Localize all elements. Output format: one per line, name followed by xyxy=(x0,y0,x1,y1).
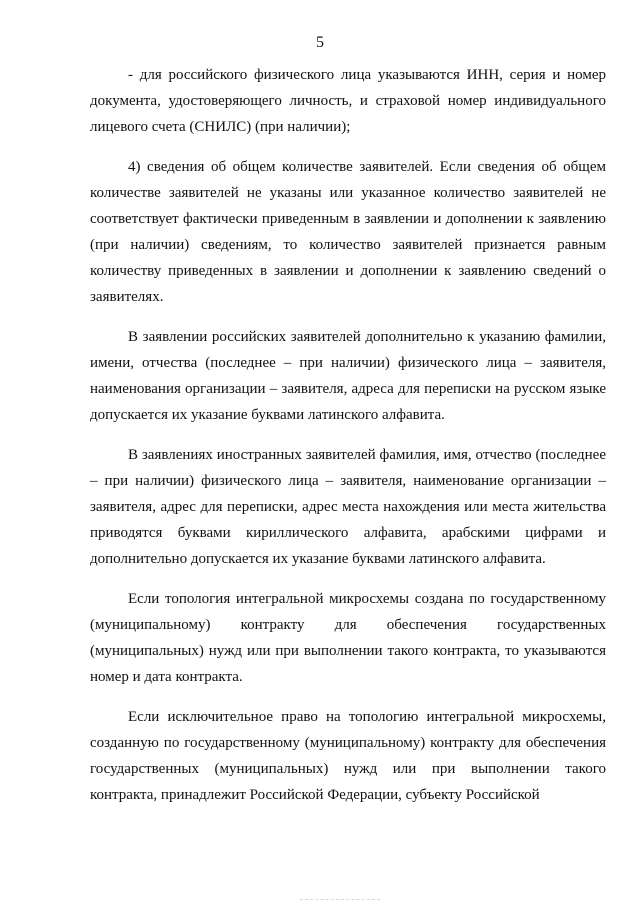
paragraph-exclusive-right: Если исключительное право на топологию интегральной микросхемы, созданную по государственному (муниципальному) контракту для обеспечения государственных (муниципальных) нужд или при выполнении такого контракта, принадлежит Российской Федерации, субъекту Российской xyxy=(90,709,606,803)
paragraph-applicant-count: 4) сведения об общем количестве заявителей. Если сведения об общем количестве заявителей не указаны или указанное количество заявителей не соответствует фактически приведенным в заявлении и дополнении к заявлению (при наличии) сведениям, то количество заявителей признается равным количеству приведенных в заявлении и дополнении к заявлению сведений о заявителях. xyxy=(90,159,606,305)
scan-artifact xyxy=(300,899,380,901)
page-number: 5 xyxy=(316,34,324,51)
document-body xyxy=(90,62,606,808)
paragraph-foreign-applicants: В заявлениях иностранных заявителей фамилия, имя, отчество (последнее – при наличии) физического лица – заявителя, наименование организации – заявителя, адрес для переписки, адрес места нахождения или места жительства приводятся буквами кириллического алфавита, арабскими цифрами и дополнительно допускается их указание буквами латинского алфавита. xyxy=(90,447,606,567)
paragraph-state-contract: Если топология интегральной микросхемы создана по государственному (муниципальному) контракту для обеспечения государственных (муниципальных) нужд или при выполнении такого контракта, то указываются номер и дата контракта. xyxy=(90,591,606,685)
paragraph-individual-ids: - для российского физического лица указываются ИНН, серия и номер документа, удостоверяющего личность, и страховой номер индивидуального лицевого счета (СНИЛС) (при наличии); xyxy=(90,67,606,135)
paragraph-russian-applicants: В заявлении российских заявителей дополнительно к указанию фамилии, имени, отчества (последнее – при наличии) физического лица – заявителя, наименования организации – заявителя, адреса для переписки на русском языке допускается их указание буквами латинского алфавита. xyxy=(90,329,606,423)
